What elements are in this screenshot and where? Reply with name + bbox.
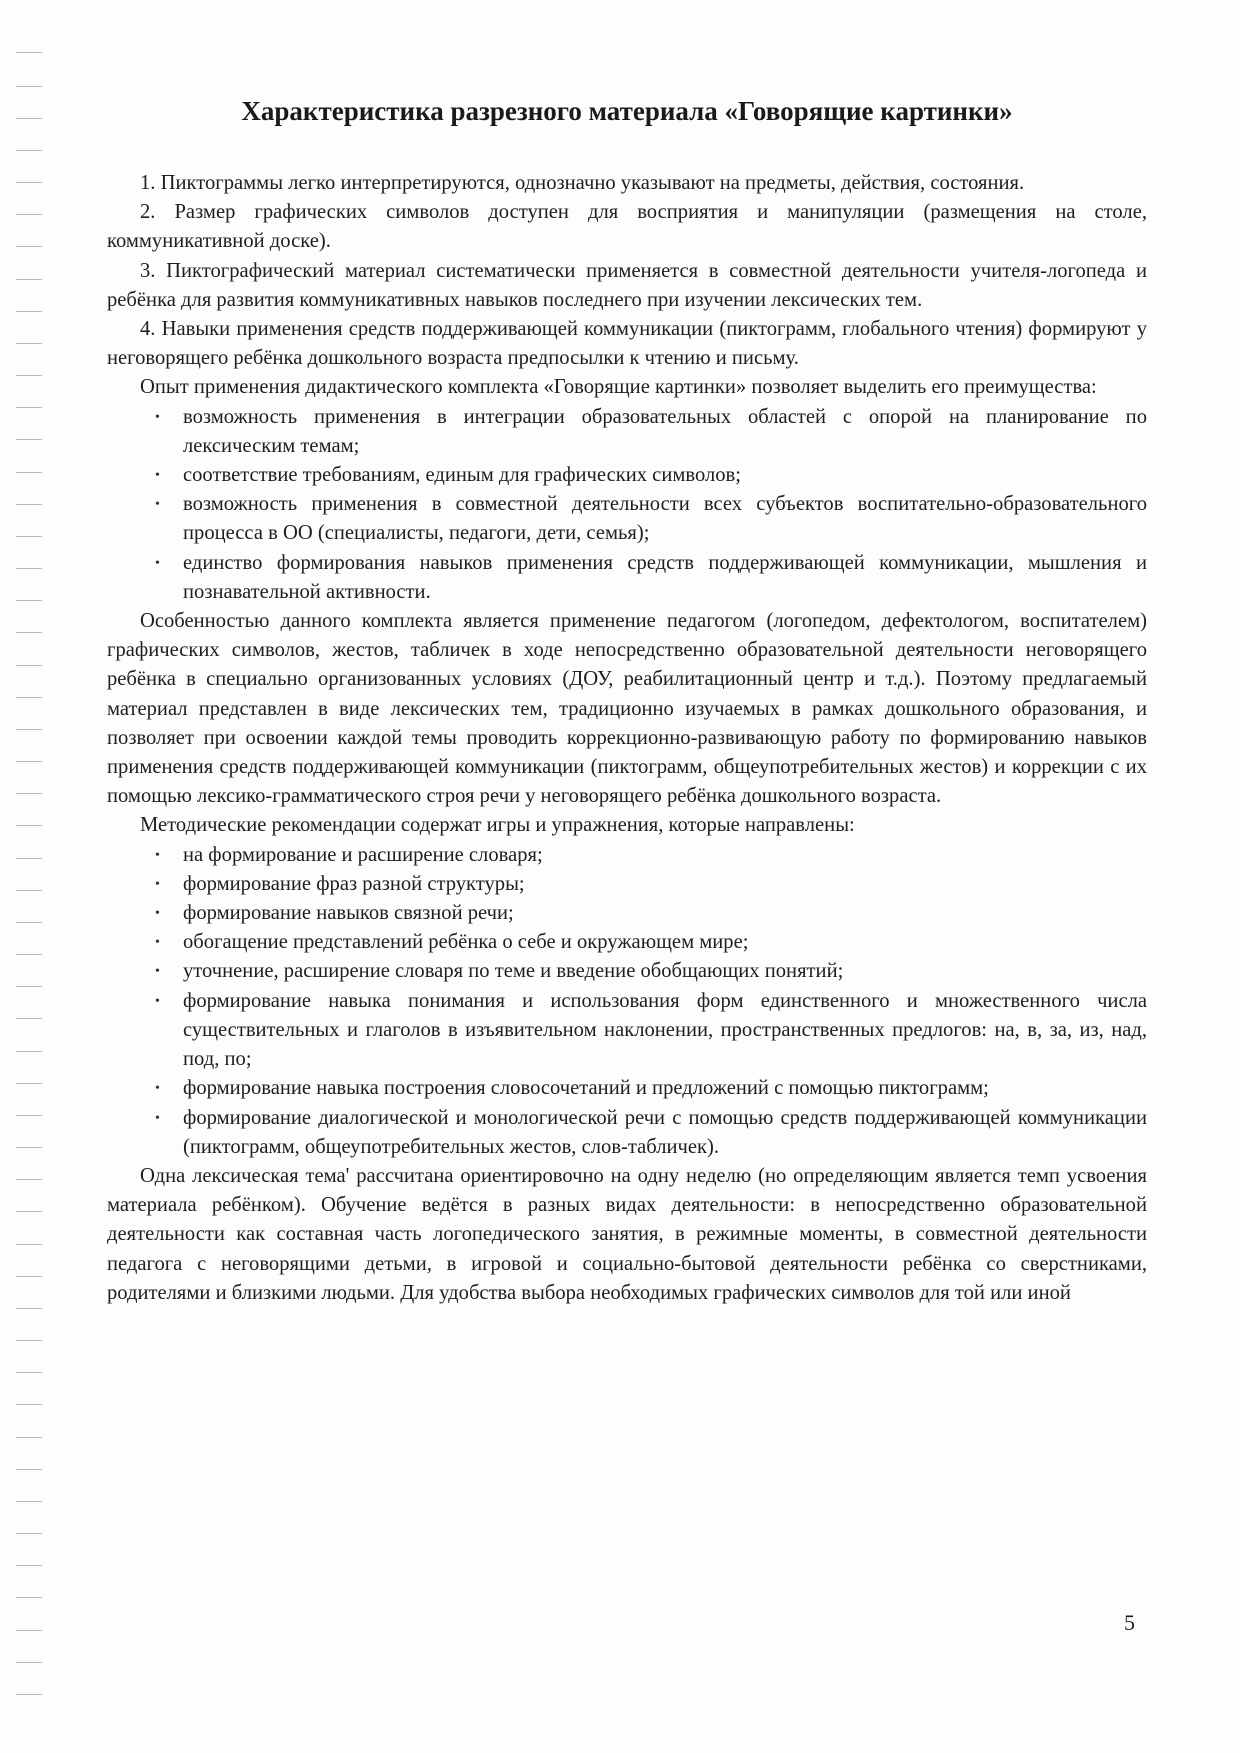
bullet-icon: • (155, 497, 160, 513)
bullet-icon: • (155, 409, 160, 425)
advantages-list (107, 403, 1147, 607)
feature-paragraph-2: 2. Размер графических символов доступен для восприятия и манипуляции (размещения на столе, коммуникативной доске). (107, 201, 1147, 253)
list-item-text: на формирование и расширение словаря; (183, 843, 543, 866)
list-item (107, 403, 1147, 461)
bullet-icon: • (155, 1110, 160, 1126)
list-item (107, 549, 1147, 607)
list-item-text: формирование навыка построения словосочетаний и предложений с помощью пиктограмм; (183, 1077, 989, 1100)
list-item-text: соответствие требованиям, единым для графических символов; (183, 464, 742, 487)
list-item-text: возможность применения в интеграции образовательных областей с опорой на планирование по лексическим темам; (183, 405, 1147, 457)
feature-paragraph-1: 1. Пиктограммы легко интерпретируются, однозначно указывают на предметы, действия, состояния. (140, 172, 1025, 194)
list-item-text: формирование навыков связной речи; (183, 902, 514, 925)
list-item (107, 987, 1147, 1075)
bullet-icon: • (155, 906, 160, 922)
bullet-icon: • (155, 964, 160, 980)
list-item (107, 957, 1147, 986)
bullet-icon: • (155, 993, 160, 1009)
list-item (107, 490, 1147, 548)
list-item (107, 899, 1147, 928)
recommendations-intro: Методические рекомендации содержат игры и упражнения, которые направлены: (140, 814, 855, 837)
advantages-intro: Опыт применения дидактического комплекта «Говорящие картинки» позволяет выделить его преимущества: (140, 376, 1097, 399)
page-content (107, 95, 1147, 1308)
list-item-text: формирование диалогической и монологической речи с помощью средств поддерживающей коммуникации (пиктограмм, общеупотребительных жестов, слов-табличек). (183, 1106, 1147, 1158)
list-item-text: уточнение, расширение словаря по теме и введение обобщающих понятий; (183, 960, 844, 983)
page-number: 5 (1124, 1610, 1135, 1635)
kit-feature-paragraph: Особенностью данного комплекта является применение педагогом (логопедом, дефектологом, воспитателем) графических символов, жестов, табличек в ходе непосредственно образовательной деятельности неговорящего ребёнка в специально организованных условиях (ДОУ, реабилитационный центр и т.д.). Поэтому предлагаемый материал представлен в виде лексических тем, традиционно изучаемых в рамках дошкольного образования, и позволяет при освоении каждой темы проводить коррекционно-развивающую работу по формированию навыков применения средств поддерживающей коммуникации (пиктограмм, общеупотребительных жестов) и коррекции с их помощью лексико-грамматического строя речи у неговорящего ребёнка дошкольного возраста. (107, 610, 1147, 808)
feature-paragraph-3: 3. Пиктографический материал систематически применяется в совместной деятельности учителя-логопеда и ребёнка для развития коммуникативных навыков последнего при изучении лексических тем. (107, 259, 1147, 311)
binding-margin-marks (0, 0, 70, 1753)
list-item (107, 461, 1147, 490)
list-item-text: возможность применения в совместной деятельности всех субъектов воспитательно-образовательного процесса в ОО (специалисты, педагоги, дети, семья); (183, 493, 1147, 545)
bullet-icon: • (155, 555, 160, 571)
bullet-icon: • (155, 468, 160, 484)
bullet-icon: • (155, 847, 160, 863)
duration-paragraph: Одна лексическая тема' рассчитана ориентировочно на одну неделю (но определяющим является темп усвоения материала ребёнком). Обучение ведётся в разных видах деятельности: в непосредственно образовательной деятельности как составная часть логопедического занятия, в режимные моменты, в совместной деятельности педагога с неговорящими детьми, в игровой и социально-бытовой деятельности ребёнка со сверстниками, родителями и близкими людьми. Для удобства выбора необходимых графических символов для той или иной (107, 1164, 1147, 1304)
list-item (107, 1074, 1147, 1103)
recommendations-list (107, 841, 1147, 1162)
list-item (107, 1104, 1147, 1162)
bullet-icon: • (155, 876, 160, 892)
list-item-text: формирование фраз разной структуры; (183, 872, 525, 895)
list-item (107, 870, 1147, 899)
list-item-text: обогащение представлений ребёнка о себе и окружающем мире; (183, 931, 749, 954)
list-item-text: формирование навыка понимания и использования форм единственного и множественного числа существительных и глаголов в изъявительном наклонении, пространственных предлогов: на, в, за, из, над, под, по; (183, 989, 1147, 1071)
list-item-text: единство формирования навыков применения средств поддерживающей коммуникации, мышления и познавательной активности. (183, 551, 1147, 603)
list-item (107, 928, 1147, 957)
feature-paragraph-4: 4. Навыки применения средств поддерживающей коммуникации (пиктограмм, глобального чтения) формируют у неговорящего ребёнка дошкольного возраста предпосылки к чтению и письму. (107, 318, 1147, 370)
page-title: Характеристика разрезного материала «Говорящие картинки» (241, 96, 1013, 126)
bullet-icon: • (155, 1081, 160, 1097)
list-item (107, 841, 1147, 870)
bullet-icon: • (155, 935, 160, 951)
